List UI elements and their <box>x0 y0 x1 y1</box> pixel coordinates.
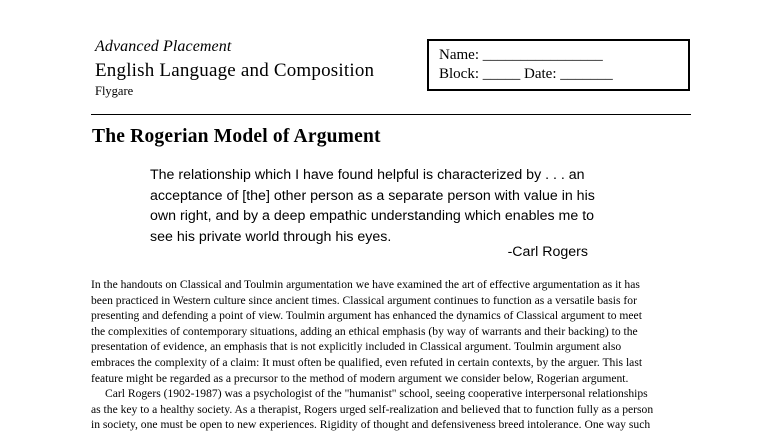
body-line: embraces the complexity of a claim: It must often be qualified, even refuted in certain contexts, by the arguer. This last <box>91 355 643 369</box>
body-line: been practiced in Western culture since ancient times. Classical argument continues to function as a versatile basis for <box>91 293 637 307</box>
body-line: feature might be regarded as a precursor to the method of modern argument we consider below, Rogerian argument. <box>91 371 629 385</box>
body-line: In the handouts on Classical and Toulmin argumentation we have examined the art of effective argumentation as it has <box>91 278 640 291</box>
body-line: presenting and defending a point of view. Toulmin argument has enhanced the dynamics of Classical argument to meet <box>91 309 642 323</box>
page-title: The Rogerian Model of Argument <box>92 126 381 147</box>
quote-attribution: -Carl Rogers <box>507 244 588 260</box>
quote-line: see his private world through his eyes. <box>150 228 392 245</box>
course-ap-label: Advanced Placement <box>95 38 232 55</box>
body-line: presentation of evidence, an emphasis that is not explicitly included in Classical argument. Toulmin argument also <box>91 340 622 354</box>
body-line: the complexities of contemporary situations, adding an ethical emphasis (by way of warrants and their backing) to the <box>91 324 638 338</box>
course-name: English Language and Composition <box>95 60 375 81</box>
teacher-name: Flygare <box>95 84 134 98</box>
quote-line: The relationship which I have found helpful is characterized by . . . an <box>150 167 585 183</box>
quote-line: acceptance of [the] other person as a separate person with value in his <box>150 187 595 204</box>
body-line: in society, one must be open to new experiences. Rigidity of thought and defensiveness breed intolerance. One way such <box>91 418 651 432</box>
name-line: Name: ________________ <box>439 47 603 63</box>
quote-line: own right, and by a deep empathic understanding which enables me to <box>150 208 595 225</box>
header-rule <box>91 114 691 115</box>
body-line: Carl Rogers (1902-1987) was a psychologist of the "humanist" school, seeing cooperative interpersonal relationships <box>105 387 648 401</box>
epigraph-quote <box>150 165 600 247</box>
body-line: as the key to a healthy society. As a therapist, Rogers urged self-realization and believed that to function fully as a person <box>91 402 654 416</box>
name-block-box <box>427 39 690 91</box>
block-date-line: Block: _____ Date: _______ <box>439 66 613 82</box>
body-text <box>91 277 691 433</box>
